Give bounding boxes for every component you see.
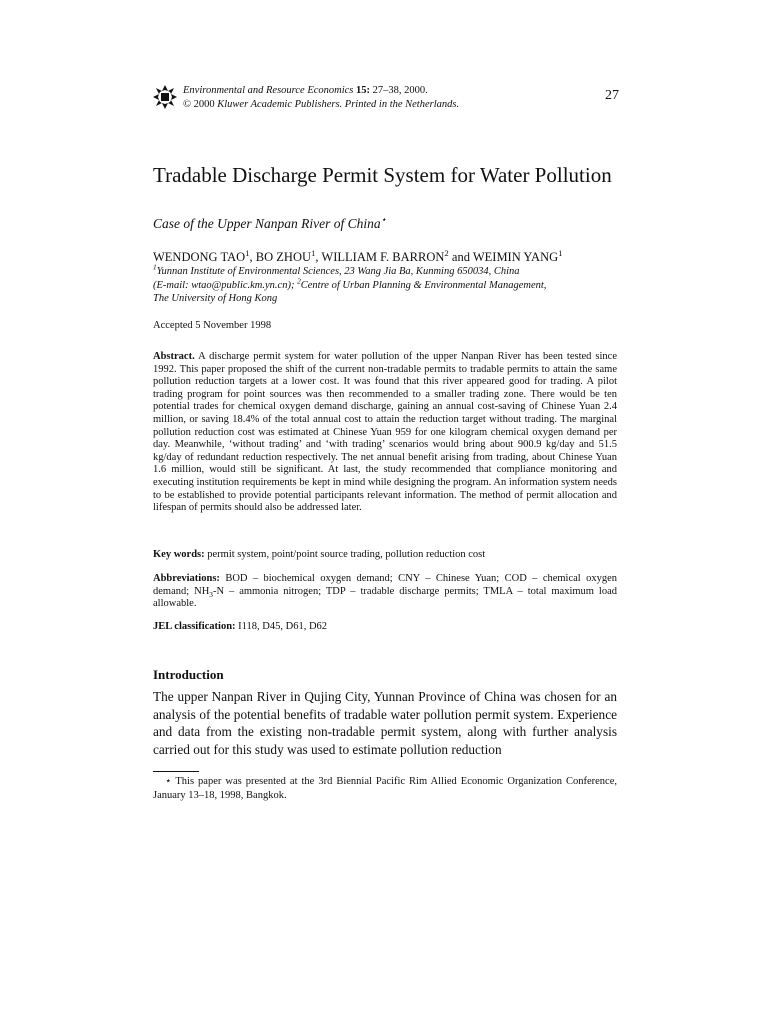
footnote-rule (153, 771, 199, 772)
author: WENDONG TAO (153, 250, 246, 264)
copyright: © 2000 (183, 98, 215, 110)
keywords (153, 549, 617, 562)
article-subtitle: Case of the Upper Nanpan River of China (153, 216, 381, 231)
affiliation-mark: 2 (297, 276, 301, 285)
abstract-text: A discharge permit system for water pollution of the upper Nanpan River has been tested since 1992. This paper proposed the shift of the current non-tradable permits to tradable permits to attain the same pollution reduction targets at a lower cost. It was found that this river appeared good for trading. A pilot trading program for point sources was then recommended to a smaller trading zone. There would be ten potential trades for chemical oxygen demand discharge, gaining an annual cost-saving of Chinese Yuan 2.4 million, or saving 18.4% of the total annual cost to attain the reduction target without trading. The marginal pollution reduction cost was estimated at Chinese Yuan 959 for one kilogram chemical oxygen demand per day. Meanwhile, ‘without trading’ and ‘with trading’ scenarios would bring about 900.9 kg/day and 51.5 kg/day of redundant reduction respectively. The net annual benefit arising from trading, about Chinese Yuan 1.6 million, would still be significant. At last, the study recommended that compliance monitoring and executing institution requirements be kept in mind while designing the program. An information system needs to be established to provide potential participants relevant information. The method of permit allocation and lifespan of permits should also be addressed later. (153, 351, 617, 514)
affiliations (153, 262, 619, 306)
page-number: 27 (605, 88, 619, 103)
accepted-date: Accepted 5 November 1998 (153, 320, 272, 331)
abbreviations-text-2: -N – ammonia nitrogen; TDP – tradable discharge permits; TMLA – total maximum load allowable. (153, 585, 617, 610)
affiliation-1: Yunnan Institute of Environmental Sciences, 23 Wang Jia Ba, Kunming 650034, China (156, 266, 520, 277)
affiliation-mark: 1 (153, 262, 157, 272)
author-separator: , (315, 250, 322, 264)
affiliation-2: Centre of Urban Planning & Environmental Management, (300, 279, 547, 291)
jel-label: JEL classification: (153, 621, 236, 632)
introduction-text: The upper Nanpan River in Qujing City, Yunnan Province of China was chosen for an analysis of the potential benefits of tradable water pollution permit system. Experience and data from the existing non-tradable permit system, along with further analysis carried out for this study was used to estimate pollution reduction (153, 689, 617, 757)
subscript-three: 3 (209, 589, 213, 599)
journal-line (183, 84, 459, 98)
abstract (153, 351, 617, 515)
journal-pages-year: 27–38, 2000. (372, 85, 428, 96)
keywords-label: Key words: (153, 549, 205, 560)
introduction-heading: Introduction (153, 667, 224, 682)
affiliation-line-1 (153, 262, 619, 279)
keywords-text: permit system, point/point source trading, pollution reduction cost (207, 549, 486, 560)
copyright-line (183, 98, 459, 112)
affiliation-line-2 (153, 276, 619, 293)
abstract-label: Abstract. (153, 351, 195, 362)
abbreviations (153, 573, 617, 611)
abbreviations-label: Abbreviations: (153, 573, 220, 584)
subtitle-footnote-mark: ⋆ (380, 215, 387, 226)
footnote (153, 775, 617, 802)
printed-location: Printed in the Netherlands. (344, 98, 460, 110)
author-list (153, 247, 619, 265)
journal-name: Environmental and Resource Economics (183, 85, 354, 96)
author-separator: , (249, 250, 256, 264)
author-affiliation-mark: 1 (558, 247, 563, 258)
jel-classification (153, 621, 617, 634)
author-affiliation-mark: 1 (245, 247, 250, 258)
article-subtitle-block (153, 216, 619, 232)
author: WILLIAM F. BARRON (321, 250, 445, 264)
footnote-mark: ⋆ (165, 776, 172, 787)
author-email: (E-mail: wtao@public.km.yn.cn); (153, 279, 295, 291)
journal-citation (183, 84, 459, 111)
author-separator: and (448, 250, 473, 264)
author: WEIMIN YANG (472, 250, 559, 264)
author-affiliation-mark: 1 (311, 247, 316, 258)
affiliation-line-3: The University of Hong Kong (153, 293, 278, 304)
jel-codes: I118, D45, D61, D62 (238, 621, 328, 632)
article-title: Tradable Discharge Permit System for Water Pollution (153, 163, 612, 187)
journal-volume: 15: (356, 85, 371, 96)
abbreviations-text-1: BOD – biochemical oxygen demand; CNY – Chinese Yuan; COD – chemical oxygen demand; NH (153, 573, 618, 597)
publisher-logo-icon (153, 85, 177, 109)
footnote-text: This paper was presented at the 3rd Biennial Pacific Rim Allied Economic Organization Conference, January 13–18, 1998, Bangkok. (153, 776, 617, 801)
author-affiliation-mark: 2 (444, 247, 449, 258)
author: BO ZHOU (255, 250, 312, 264)
publisher-name: Kluwer Academic Publishers. (217, 98, 343, 110)
